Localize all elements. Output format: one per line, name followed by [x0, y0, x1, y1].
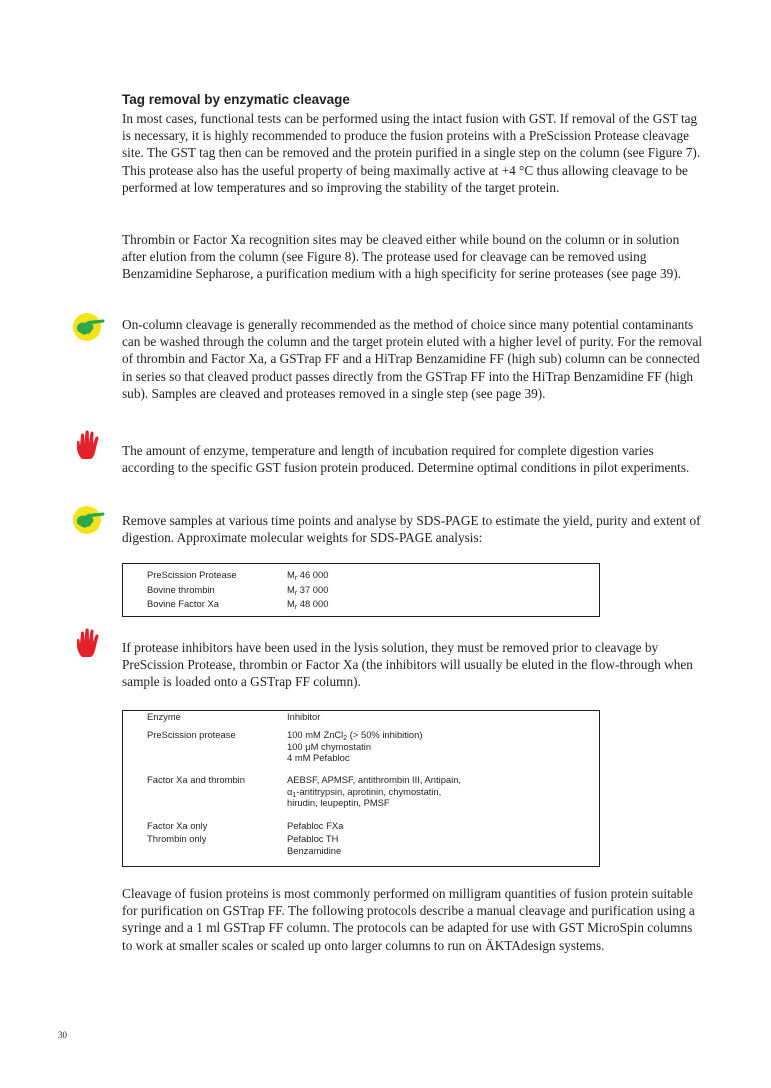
- protein-name: Bovine Factor Xa: [147, 598, 219, 610]
- paragraph-enzyme-amount-text: The amount of enzyme, temperature and length of incubation required for complete digestion varies according to the specific GST fusion protein produced. Determine optimal conditions in pilot experiments.: [122, 443, 690, 476]
- subscript: 1: [292, 791, 297, 799]
- enzyme-cell: Factor Xa only: [147, 819, 208, 831]
- inhibitor-line: [287, 786, 599, 798]
- paragraph-on-column-text: On-column cleavage is generally recommended as the method of choice since many potential contaminants can be washed through the column and the target protein eluted with a higher level of purity. For the removal of thrombin and Factor Xa, a GSTrap FF and a HiTrap Benzamidine FF (high sub) column can be connected in series so that cleaved product passes directly from the GSTrap FF into the HiTrap Benzamidine FF (high sub). Samples are cleaved and proteases removed in a single step (see page 39).: [122, 317, 703, 401]
- enzyme-cell: Factor Xa and thrombin: [147, 774, 245, 786]
- paragraph-sds-page: [122, 512, 704, 546]
- inhibitor-cell: [287, 833, 600, 866]
- inhibitor-line: hirudin, leupeptin, PMSF: [287, 797, 390, 809]
- section-tag-removal: [122, 91, 704, 196]
- inhibitor-line: Pefabloc TH: [287, 833, 339, 845]
- mr-subscript: r: [294, 604, 298, 612]
- paragraph-thrombin-xa-text: Thrombin or Factor Xa recognition sites may be cleaved either while bound on the column or in solution after elution from the column (see Figure 8). The protease used for cleavage can be removed using Benzamidine Sepharose, a purification medium with a high specificity for serine proteases (see page 39).: [122, 232, 682, 282]
- inhibitor-line: Benzamidine: [287, 844, 342, 856]
- header-inhibitor: Inhibitor: [287, 711, 321, 722]
- page-number: 30: [58, 1030, 67, 1040]
- enzyme-cell: PreScission protease: [147, 729, 236, 740]
- inhibitor-line: 100 μM chymostatin: [287, 740, 372, 752]
- inhibitor-line: AEBSF, APMSF, antithrombin III, Antipain,: [287, 774, 462, 786]
- mr-symbol: M: [287, 583, 295, 595]
- pointing-hand-icon: [72, 310, 106, 344]
- paragraph-thrombin-xa: [122, 231, 704, 283]
- inhibitor-cell: [287, 723, 600, 768]
- subscript: 2: [343, 735, 348, 742]
- molecular-weight-table: [122, 563, 600, 617]
- mr-symbol: M: [287, 569, 295, 580]
- paragraph-inhibitors-text: If protease inhibitors have been used in the lysis solution, they must be removed prior to cleavage by PreScission Protease, thrombin or Factor Xa (the inhibitors will usually be eluted in the flow-through when sample is loaded onto a GSTrap FF column).: [122, 640, 693, 690]
- inhibitor-cell: [287, 768, 600, 813]
- inhibitor-table: [122, 710, 600, 867]
- inhibitor-line: [287, 729, 599, 741]
- paragraph-inhibitors: [122, 639, 704, 691]
- paragraph-cleavage-protocols: [122, 885, 704, 954]
- section-heading: Tag removal by enzymatic cleavage: [122, 92, 350, 107]
- table-row: [123, 814, 600, 834]
- mr-symbol: M: [287, 598, 295, 610]
- mr-subscript: r: [294, 575, 298, 582]
- paragraph-intro: In most cases, functional tests can be performed using the intact fusion with GST. If removal of the GST tag is necessary, it is highly recommended to produce the fusion proteins with a PreScission Protease cleavage site. The GST tag then can be removed and the protein purified in a single step on the column (see Figure 7). This protease also has the useful property of being maximally active at +4 °C thus allowing cleavage to be performed at low temperatures and so improving the stability of the target protein.: [122, 111, 701, 195]
- header-enzyme: Enzyme: [147, 711, 181, 722]
- inhibitor-text: 100 mM ZnCl: [287, 729, 344, 740]
- stop-hand-icon: [72, 428, 106, 462]
- inhibitor-text: α: [287, 785, 293, 797]
- table-header-row: [123, 711, 600, 724]
- mw-value: 46 000: [297, 569, 329, 580]
- inhibitor-text: (> 50% inhibition): [347, 729, 423, 740]
- table-row: [123, 833, 600, 866]
- protein-name: Bovine thrombin: [147, 583, 215, 595]
- paragraph-cleavage-protocols-text: Cleavage of fusion proteins is most commonly performed on milligram quantities of fusion protein suitable for purification on GSTrap FF. The following protocols describe a manual cleavage and purification using a syringe and a 1 ml GSTrap FF column. The protocols can be adapted for use with GST MicroSpin columns to work at smaller scales or scaled up onto larger columns to run on ÄKTAdesign systems.: [122, 886, 695, 953]
- table-row: [123, 564, 600, 583]
- table-row: [123, 768, 600, 813]
- protein-name: PreScission Protease: [147, 569, 237, 580]
- mw-value: 48 000: [297, 598, 329, 610]
- paragraph-enzyme-amount: [122, 442, 704, 476]
- table-row: [123, 723, 600, 768]
- paragraph-sds-page-text: Remove samples at various time points and analyse by SDS-PAGE to estimate the yield, purity and extent of digestion. Approximate molecular weights for SDS-PAGE analysis:: [122, 513, 701, 546]
- mr-subscript: r: [294, 589, 298, 597]
- inhibitor-text: -antitrypsin, aprotinin, chymostatin,: [296, 785, 442, 797]
- molecular-weight: [287, 583, 600, 598]
- paragraph-on-column: [122, 316, 704, 402]
- inhibitor-cell: [287, 814, 600, 834]
- enzyme-cell: Thrombin only: [147, 833, 207, 845]
- pointing-hand-icon: [72, 503, 106, 537]
- stop-hand-icon: [72, 626, 106, 660]
- inhibitor-line: Pefabloc FXa: [287, 819, 344, 831]
- molecular-weight: [287, 597, 600, 616]
- molecular-weight: [287, 564, 600, 583]
- table-row: [123, 583, 600, 598]
- mw-value: 37 000: [297, 583, 329, 595]
- table-row: [123, 597, 600, 616]
- inhibitor-line: 4 mM Pefabloc: [287, 752, 350, 763]
